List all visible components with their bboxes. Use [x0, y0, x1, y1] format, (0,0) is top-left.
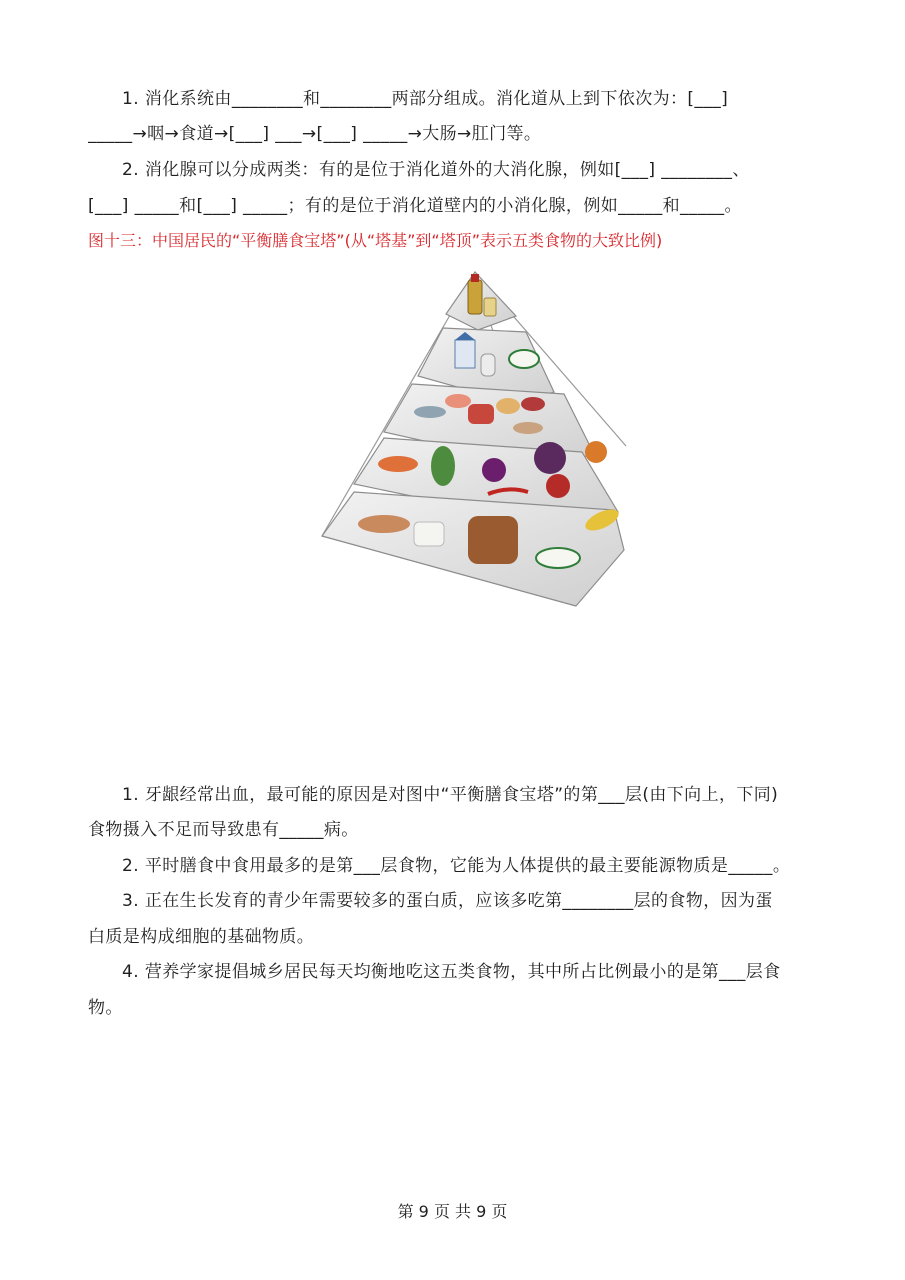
- page-number: 第 9 页 共 9 页: [397, 1202, 508, 1221]
- food-pyramid-illustration: [318, 266, 630, 614]
- figure-caption: 图十三：中国居民的“平衡膳食宝塔”(从“塔基”到“塔顶”表示五类食物的大致比例): [88, 231, 663, 250]
- question-6-smallest-proportion: 4. 营养学家提倡城乡居民每天均衡地吃这五类食物，其中所占比例最小的是第___层食: [122, 962, 781, 982]
- question-2-digestive-glands: 2. 消化腺可以分成两类：有的是位于消化道外的大消化腺，例如[___] ________、: [122, 160, 750, 180]
- question-3-gum-bleeding: 1. 牙龈经常出血，最可能的原因是对图中“平衡膳食宝塔”的第___层(由下向上，下同): [122, 785, 779, 805]
- question-6-smallest-proportion-cont: 物。: [88, 998, 123, 1018]
- tier-1-grains: [322, 492, 624, 606]
- tier-5-oils: [446, 272, 516, 330]
- question-1-digestive-tract-order: _____→咽→食道→[___] ___→[___] _____→大肠→肛门等。: [88, 124, 542, 144]
- question-5-protein-cont: 白质是构成细胞的基础物质。: [88, 927, 315, 947]
- question-1-digestive-system: 1. 消化系统由________和________两部分组成。消化道从上到下依次为：[___]: [122, 89, 729, 109]
- question-2-digestive-glands-cont: [___] _____和[___] _____；有的是位于消化道壁内的小消化腺，例如_____和_____。: [88, 196, 742, 216]
- question-4-energy-source: 2. 平时膳食中食用最多的是第___层食物，它能为人体提供的最主要能源物质是_____。: [122, 856, 791, 876]
- question-3-gum-bleeding-cont: 食物摄入不足而导致患有_____病。: [88, 820, 359, 840]
- question-5-protein: 3. 正在生长发育的青少年需要较多的蛋白质，应该多吃第________层的食物，因为蛋: [122, 891, 773, 911]
